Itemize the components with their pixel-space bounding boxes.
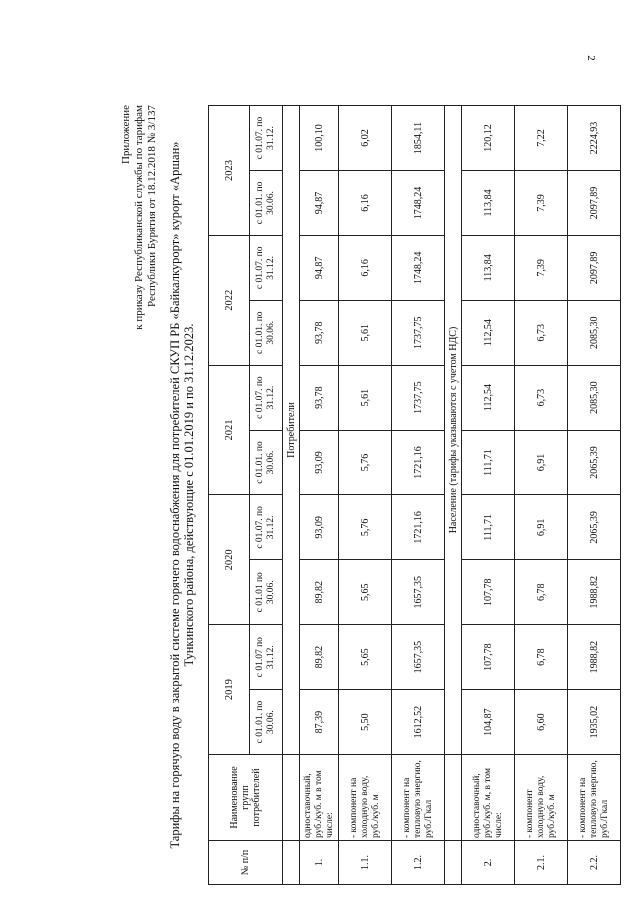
- tariff-table: [208, 105, 621, 885]
- tariff-value: 1721,16: [392, 430, 445, 495]
- row-number: 1.: [300, 841, 339, 885]
- tariff-value: 6,16: [339, 235, 392, 300]
- table-row: [339, 106, 392, 885]
- tariff-value: 100,10: [300, 106, 339, 171]
- tariff-value: 93,09: [300, 430, 339, 495]
- tariff-value: 5,76: [339, 495, 392, 560]
- tariff-value: 2224,93: [568, 106, 621, 171]
- header-period: с 01.01. по 30.06.: [250, 430, 283, 495]
- tariff-value: 1988,82: [568, 560, 621, 625]
- tariff-value: 6,91: [515, 495, 568, 560]
- header-year: 2022: [209, 235, 250, 365]
- document-title: [168, 105, 196, 885]
- appendix-line-2: к приказу Республиканской службы по тарифам: [133, 105, 145, 330]
- header-year: 2019: [209, 625, 250, 755]
- table-row: [392, 106, 445, 885]
- tariff-value: 7,39: [515, 235, 568, 300]
- row-name: - компонент на холодную воду, руб./куб. м: [339, 755, 392, 841]
- tariff-value: 111,71: [462, 430, 515, 495]
- tariff-value: 94,87: [300, 170, 339, 235]
- tariff-value: 6,78: [515, 625, 568, 690]
- header-period: с 01.07. по 31.12.: [250, 365, 283, 430]
- table-row: [568, 106, 621, 885]
- tariff-value: 6,73: [515, 300, 568, 365]
- tariff-value: 93,09: [300, 495, 339, 560]
- row-number: 2.: [462, 841, 515, 885]
- tariff-value: 5,50: [339, 690, 392, 755]
- tariff-value: 7,39: [515, 170, 568, 235]
- row-number: 2.1.: [515, 841, 568, 885]
- header-period: с 01.01 по 30.06.: [250, 560, 283, 625]
- header-period: с 01.01. по 30.06.: [250, 170, 283, 235]
- row-number: 1.1.: [339, 841, 392, 885]
- tariff-value: 87,39: [300, 690, 339, 755]
- tariff-value: 6,78: [515, 560, 568, 625]
- appendix-line-1: Приложение: [120, 105, 132, 165]
- header-period: с 01.07. по 31.12.: [250, 235, 283, 300]
- title-line-1: Тарифы на горячую воду в закрытой системе горячего водоснабжения для потребителей СКУП РБ «Байкалкурорт» курорт «Аршан»: [168, 141, 182, 849]
- row-name: - компонент на тепловую энергию, руб./Гкал: [568, 755, 621, 841]
- section-population: Население (тарифы указываются с учетом НДС): [445, 106, 462, 755]
- tariff-value: 1657,35: [392, 560, 445, 625]
- tariff-value: 5,61: [339, 300, 392, 365]
- tariff-value: 5,65: [339, 625, 392, 690]
- tariff-value: 120,12: [462, 106, 515, 171]
- tariff-value: 1748,24: [392, 170, 445, 235]
- header-number: № п/п: [209, 841, 283, 885]
- tariff-value: 2097,89: [568, 170, 621, 235]
- tariff-value: 2085,30: [568, 300, 621, 365]
- tariff-value: 1737,75: [392, 300, 445, 365]
- tariff-value: 111,71: [462, 495, 515, 560]
- appendix-line-3: Республики Бурятия от 18.12.2018 № 3/137: [146, 105, 158, 308]
- title-line-2: Тункинского района, действующие с 01.01.2019 и по 31.12.2023.: [182, 323, 196, 667]
- empty-cell: [283, 755, 300, 841]
- tariff-value: 94,87: [300, 235, 339, 300]
- tariff-value: 107,78: [462, 560, 515, 625]
- tariff-value: 7,22: [515, 106, 568, 171]
- section-consumers: Потребители: [283, 106, 300, 755]
- empty-cell: [283, 841, 300, 885]
- row-number: 2.2.: [568, 841, 621, 885]
- tariff-value: 1657,35: [392, 625, 445, 690]
- tariff-value: 2065,39: [568, 430, 621, 495]
- empty-cell: [445, 755, 462, 841]
- header-year: 2023: [209, 106, 250, 236]
- table-row: [300, 106, 339, 885]
- tariff-value: 6,02: [339, 106, 392, 171]
- tariff-value: 113,84: [462, 235, 515, 300]
- tariff-value: 1988,82: [568, 625, 621, 690]
- tariff-value: 1748,24: [392, 235, 445, 300]
- table-row: [515, 106, 568, 885]
- table-row: [462, 106, 515, 885]
- appendix-header: [120, 105, 159, 585]
- tariff-value: 112,54: [462, 365, 515, 430]
- tariff-value: 1854,11: [392, 106, 445, 171]
- tariff-value: 2097,89: [568, 235, 621, 300]
- tariff-value: 5,76: [339, 430, 392, 495]
- tariff-value: 5,61: [339, 365, 392, 430]
- tariff-value: 1612,52: [392, 690, 445, 755]
- tariff-value: 6,73: [515, 365, 568, 430]
- header-period: с 01.01. по 30.06.: [250, 300, 283, 365]
- tariff-value: 5,65: [339, 560, 392, 625]
- tariff-value: 1737,75: [392, 365, 445, 430]
- tariff-value: 89,82: [300, 625, 339, 690]
- header-year: 2021: [209, 365, 250, 495]
- tariff-value: 1721,16: [392, 495, 445, 560]
- tariff-value: 107,78: [462, 625, 515, 690]
- row-name: одноставочный, руб./куб. м, в том числе:: [462, 755, 515, 841]
- tariff-value: 113,84: [462, 170, 515, 235]
- tariff-value: 2065,39: [568, 495, 621, 560]
- header-period: с 01.07. по 31.12.: [250, 106, 283, 171]
- page-number: 2: [584, 55, 597, 61]
- tariff-value: 89,82: [300, 560, 339, 625]
- header-period: с 01.07 по 31.12.: [250, 625, 283, 690]
- row-number: 1.2.: [392, 841, 445, 885]
- header-period: с 01.07. по 31.12.: [250, 495, 283, 560]
- row-name: - компонент холодную воду, руб./куб. м: [515, 755, 568, 841]
- header-consumer-group: Наименование групп потребителей: [209, 755, 283, 841]
- tariff-value: 6,60: [515, 690, 568, 755]
- tariff-value: 93,78: [300, 365, 339, 430]
- tariff-value: 93,78: [300, 300, 339, 365]
- header-period: с 01.01. по 30.06.: [250, 690, 283, 755]
- row-name: - компонент на тепловую энергию, руб./Гкал: [392, 755, 445, 841]
- empty-cell: [445, 841, 462, 885]
- row-name: одноставочный, руб./куб. м в том числе:: [300, 755, 339, 841]
- tariff-value: 104,87: [462, 690, 515, 755]
- header-year: 2020: [209, 495, 250, 625]
- tariff-value: 2085,30: [568, 365, 621, 430]
- tariff-value: 112,54: [462, 300, 515, 365]
- tariff-value: 6,91: [515, 430, 568, 495]
- tariff-value: 1935,02: [568, 690, 621, 755]
- tariff-value: 6,16: [339, 170, 392, 235]
- rotated-document-content: [120, 105, 610, 885]
